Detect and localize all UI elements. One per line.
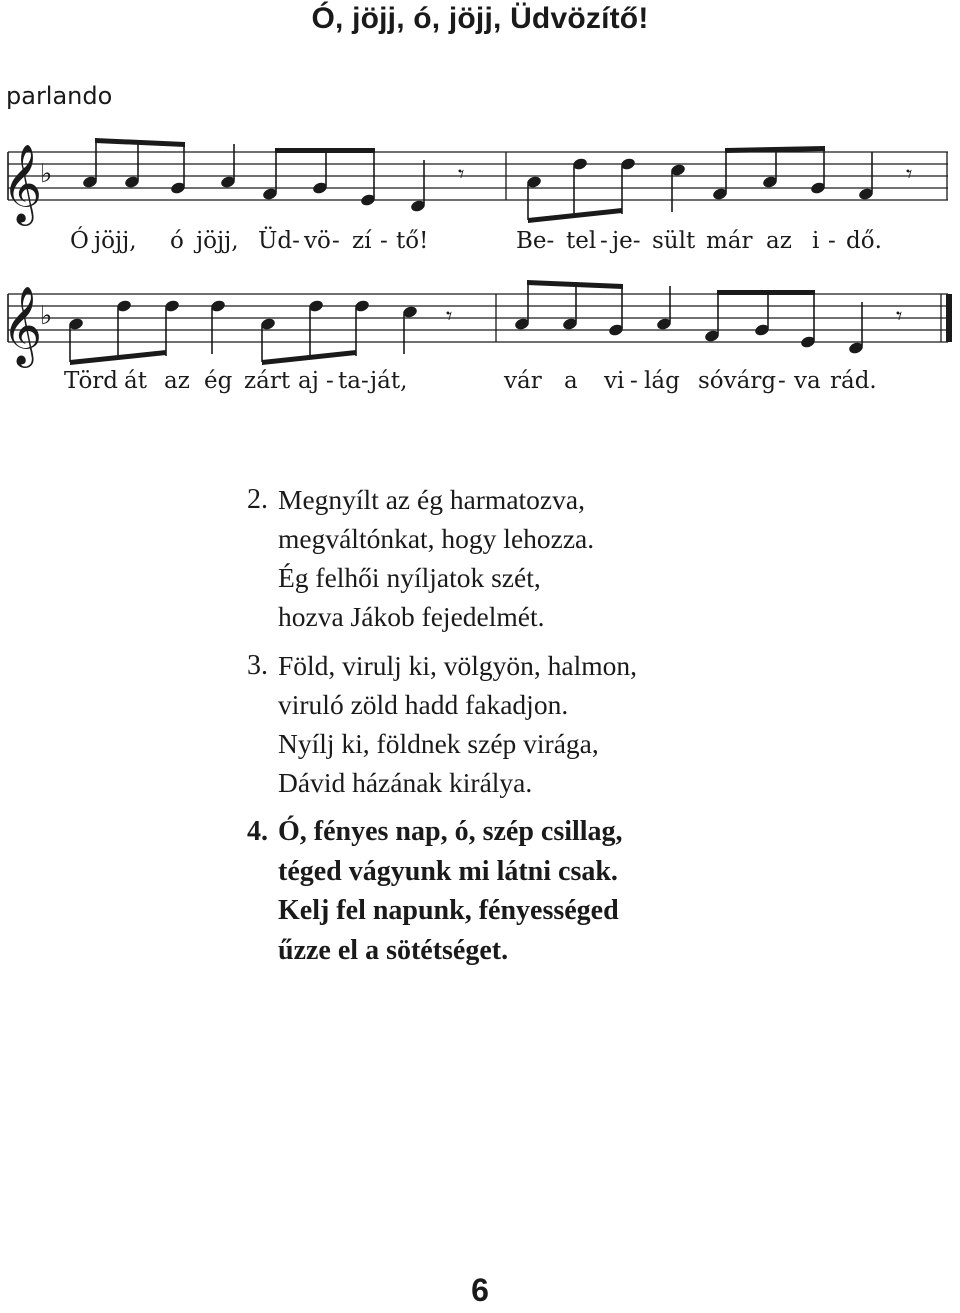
verse-line: Dávid házának királya.	[278, 767, 533, 798]
lyric-syllable: Ó	[70, 228, 89, 254]
svg-text:𝄾: 𝄾	[446, 302, 453, 330]
music-staff-1	[0, 120, 960, 260]
verse-number: 2.	[247, 484, 268, 515]
lyric-syllable: Be-	[516, 228, 555, 254]
verse-line: Ég felhői nyíljatok szét,	[278, 562, 541, 593]
lyric-syllable: aj	[298, 368, 319, 394]
verse-line: Föld, virulj ki, völgyön, halmon,	[278, 650, 638, 681]
svg-text:𝄾: 𝄾	[906, 160, 913, 188]
lyric-syllable: ó	[170, 228, 184, 254]
lyric-syllable: zárt	[244, 368, 291, 394]
verse-line: Ó, fényes nap, ó, szép csillag,	[278, 816, 623, 847]
lyric-syllable: -	[380, 228, 388, 254]
lyric-syllable: vár	[504, 368, 542, 394]
flat-sign-icon: ♭	[40, 159, 53, 189]
lyric-syllable: sült	[652, 228, 696, 254]
verse-3	[247, 646, 947, 802]
verse-line: Kelj fel napunk, fényességed	[278, 895, 619, 926]
verse-number: 4.	[247, 816, 268, 847]
lyric-syllable: -	[600, 228, 608, 254]
svg-text:𝄾: 𝄾	[458, 160, 465, 188]
lyric-syllable: már	[706, 228, 753, 254]
verse-line: hozva Jákob fejedelmét.	[278, 601, 545, 632]
lyric-syllable: -	[332, 228, 340, 254]
verses	[247, 480, 947, 980]
lyric-syllable: -	[778, 368, 786, 394]
lyric-syllable: a	[564, 368, 578, 394]
lyric-syllable: ját,	[370, 368, 408, 394]
lyric-syllable: tő!	[396, 228, 429, 254]
lyric-syllable: vi	[604, 368, 625, 394]
verse-line: Nyílj ki, földnek szép virága,	[278, 728, 599, 759]
lyric-syllable: -	[326, 368, 334, 394]
verse-line: viruló zöld hadd fakadjon.	[278, 689, 569, 720]
lyric-syllable: az	[766, 228, 792, 254]
verse-4	[247, 812, 947, 970]
page-title: Ó, jöjj, ó, jöjj, Üdvözítő!	[311, 2, 649, 35]
lyric-syllable: át	[124, 368, 147, 394]
treble-clef-icon: 𝄞	[2, 286, 43, 365]
svg-text:𝄾: 𝄾	[896, 302, 903, 330]
verse-number: 3.	[247, 650, 268, 681]
flat-sign-icon: ♭	[40, 301, 53, 331]
lyric-syllable: i	[812, 228, 820, 254]
lyric-syllable: az	[164, 368, 190, 394]
page-number: 6	[471, 1272, 489, 1308]
treble-clef-icon: 𝄞	[2, 144, 43, 223]
lyric-syllable: va	[794, 368, 821, 394]
lyric-syllable: rád.	[830, 368, 877, 394]
lyric-syllable: zí	[352, 228, 372, 254]
lyric-syllable: vö	[304, 228, 331, 254]
lyric-syllable: tel	[566, 228, 597, 254]
verse-line: Megnyílt az ég harmatozva,	[278, 484, 585, 515]
lyric-syllable: lág	[644, 368, 680, 394]
lyric-syllable: ég	[204, 368, 233, 394]
verse-line: megváltónkat, hogy lehozza.	[278, 523, 595, 554]
verse-line: űzze el a sötétséget.	[278, 934, 509, 966]
lyric-syllable: -	[828, 228, 836, 254]
lyric-syllable: je-	[612, 228, 641, 254]
lyric-syllable: -	[630, 368, 638, 394]
tempo-marking: parlando	[6, 82, 113, 110]
lyric-syllable: Üd-	[258, 228, 300, 254]
music-staff-2	[0, 262, 960, 402]
verse-2	[247, 480, 947, 636]
lyric-syllable: jöjj,	[196, 228, 239, 254]
verse-line: téged vágyunk mi látni csak.	[278, 855, 618, 887]
lyric-syllable: ta-	[338, 368, 369, 394]
lyric-syllable: dő.	[846, 228, 882, 254]
lyric-syllable: Törd	[64, 368, 119, 394]
lyric-syllable: jöjj,	[94, 228, 137, 254]
lyric-syllable: sóvárg	[698, 368, 777, 394]
